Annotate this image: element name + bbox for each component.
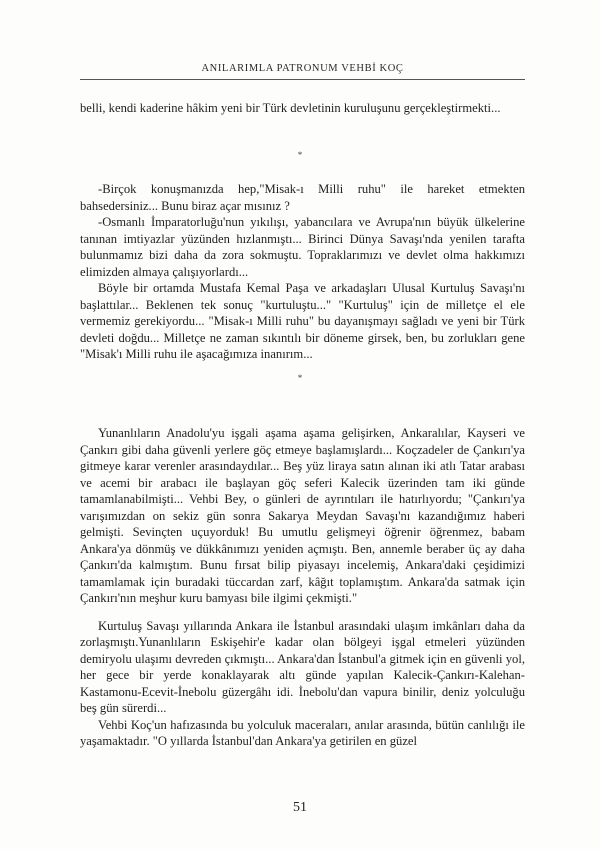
- header-rule: [80, 79, 525, 80]
- section-1: [80, 100, 525, 117]
- page-number: 51: [293, 800, 307, 815]
- paragraph: Vehbi Koç'un hafızasında bu yolculuk maceraları, anılar arasında, bütün canlılığı ile yaşamaktadır. "O yıllarda İstanbul'dan Ankara'ya getirilen en güzel: [80, 717, 525, 748]
- section-3: [80, 425, 525, 750]
- section-2: [80, 181, 525, 363]
- paragraph-question: -Birçok konuşmanızda hep,"Misak-ı Milli ruhu" ile hareket etmekten bahsedersiniz... Bunu biraz açar mısınız ?: [80, 182, 525, 213]
- section-separator: *: [297, 373, 303, 383]
- paragraph: belli, kendi kaderine hâkim yeni bir Türk devletinin kuruluşunu gerçekleştirmekti...: [80, 101, 501, 115]
- section-separator: *: [297, 150, 303, 160]
- paragraph: Kurtuluş Savaşı yıllarında Ankara ile İstanbul arasındaki ulaşım imkânları daha da zorlaşmıştı.Yunanlıların Eskişehir'e kadar olan bölgeyi işgal etmeleri yüzünden demiryolu ulaşımı devreden çıkmıştı... Ankara'dan İstanbul'a gitmek için en güvenli yol, her gece bir yerde konaklayarak altı günde yapılan Kalecik-Çankırı-Kalehan-Kastamonu-Ecevit-İnebolu güzergâhı idi. İnebolu'dan vapura binilir, deniz yolculuğu beş gün sürerdi...: [80, 618, 525, 715]
- paragraph-answer: -Osmanlı İmparatorluğu'nun yıkılışı, yabancılara ve Avrupa'nın büyük ülkelerine tanınan imtiyazlar yüzünden hızlanmıştı... Birinci Dünya Savaşı'nda yenilen tarafta bulunmamız bizi daha da zora sokmuştu. Topraklarımızı ve devlet olma hakkımızı elimizden almaya çalışıyorlardı...: [80, 215, 525, 279]
- running-header: ANILARIMLA PATRONUM VEHBİ KOÇ: [201, 63, 404, 74]
- paragraph: Yunanlıların Anadolu'yu işgali aşama aşama gelişirken, Ankaralılar, Kayseri ve Çankırı gibi daha güvenli yerlere göç etmeye başlamışlardı... Koçzadeler de Çankırı'ya gitmeye karar verenler arasındaydılar... Beş yüz liraya satın alınan iki atlı Tatar arabası ve acemi bir arabacı ile başlayan göç seferi Kalecik üzerinden tam iki günde tamamlanabilmişti... Vehbi Bey, o günleri de ayrıntıları ile hatırlıyordu; "Çankırı'ya varışımızdan on sekiz gün sonra Sakarya Meydan Savaşı'nı kazandığımız haberi gelmişti. Sevinçten uçuyorduk! Bu umutlu gelişmeyi öğrenir öğrenmez, babam Ankara'ya dönmüş ve dükkânımızı yeniden açmıştı. Ben, annemle beraber üç ay daha Çankırı'da kalmıştım. Bunu fırsat bilip piyasayı incelemiş, Ankara'daki çeşidimizi tamamlamak için buradaki tüccardan zarf, kâğıt toplamıştım. Ankara'da satmak için Çankırı'nın meşhur kuru bamyası bile ilgimi çekmişti.": [80, 426, 525, 605]
- paragraph: Böyle bir ortamda Mustafa Kemal Paşa ve arkadaşları Ulusal Kurtuluş Savaşı'nı başlattılar... Beklenen tek sonuç "kurtuluştu..." "Kurtuluş" için de milletçe el ele vermemiz gerekiyordu... "Misak-ı Milli ruhu" bu dayanışmayı sağladı ve yeni bir Türk devleti doğdu... Milletçe ne zaman sıkıntılı bir döneme girsek, ben, bu zorlukları gene "Misak'ı Milli ruhu ile aşacağımıza inanırım...: [80, 281, 525, 361]
